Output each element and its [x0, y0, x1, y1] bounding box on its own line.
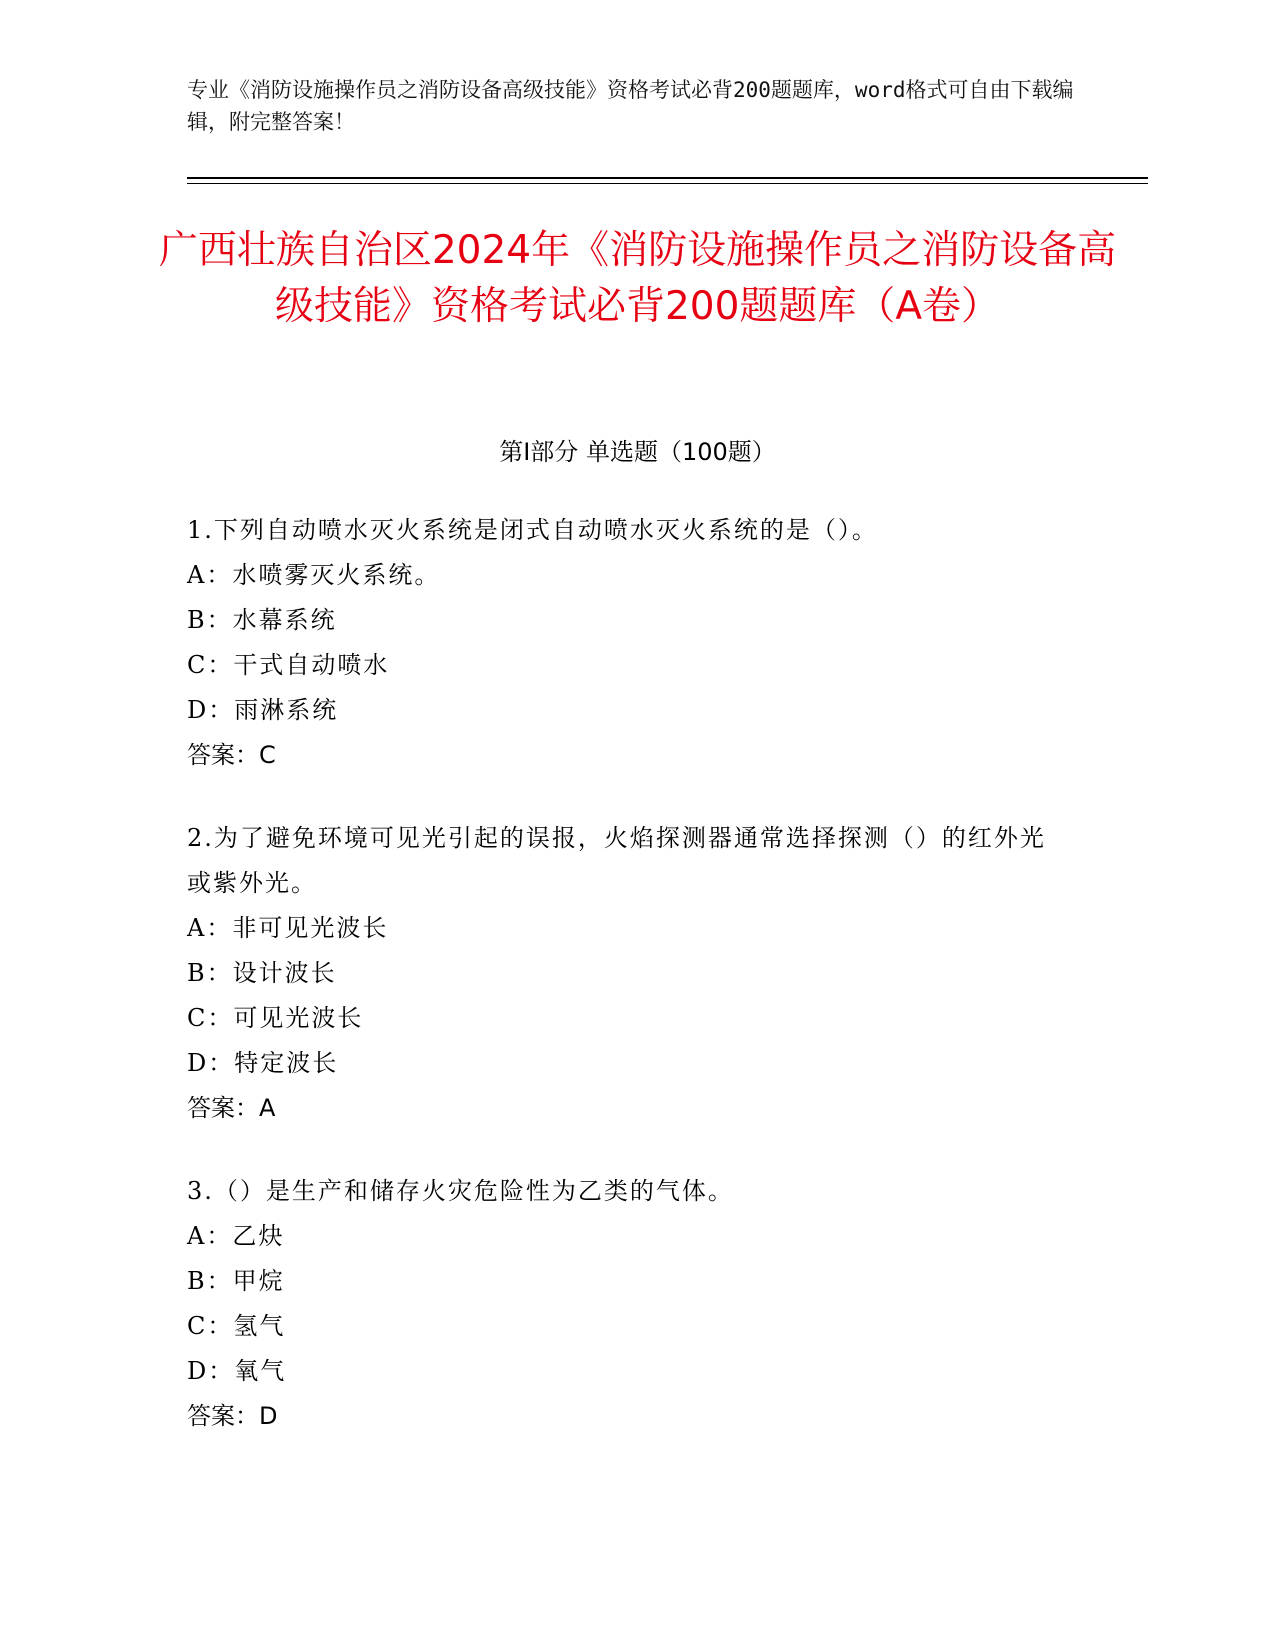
- question-3: [187, 1169, 1067, 1439]
- question-stem: 2.为了避免环境可见光引起的误报，火焰探测器通常选择探测（）的红外光或紫外光。: [187, 824, 1046, 897]
- option-a: A：水喷雾灭火系统。: [187, 561, 441, 589]
- header-note: 专业《消防设施操作员之消防设备高级技能》资格考试必背200题题库，word格式可自由下载编辑，附完整答案！: [187, 78, 1074, 134]
- option-b: B：水幕系统: [187, 606, 337, 634]
- option-a: A：非可见光波长: [187, 914, 389, 942]
- question-2: [187, 816, 1067, 1131]
- option-d: D：特定波长: [187, 1049, 339, 1077]
- option-b: B：甲烷: [187, 1267, 285, 1295]
- section-title: 第Ⅰ部分 单选题（100题）: [499, 438, 776, 466]
- answer: 答案：A: [187, 1094, 276, 1122]
- question-stem: 1.下列自动喷水灭火系统是闭式自动喷水灭火系统的是（）。: [187, 516, 878, 544]
- question-stem: 3.（）是生产和储存火灾危险性为乙类的气体。: [187, 1177, 734, 1205]
- option-c: C：氢气: [187, 1312, 286, 1340]
- header-rule-thin: [187, 183, 1148, 184]
- option-d: D：氧气: [187, 1357, 287, 1385]
- option-a: A：乙炔: [187, 1222, 285, 1250]
- document-title: 广西壮族自治区2024年《消防设施操作员之消防设备高级技能》资格考试必背200题题库（A卷）: [158, 228, 1117, 329]
- question-1: [187, 508, 1067, 778]
- option-c: C：干式自动喷水: [187, 651, 390, 679]
- option-d: D：雨淋系统: [187, 696, 339, 724]
- answer: 答案：C: [187, 741, 276, 769]
- header-rule-thick: [187, 177, 1148, 179]
- option-c: C：可见光波长: [187, 1004, 364, 1032]
- answer: 答案：D: [187, 1402, 278, 1430]
- option-b: B：设计波长: [187, 959, 337, 987]
